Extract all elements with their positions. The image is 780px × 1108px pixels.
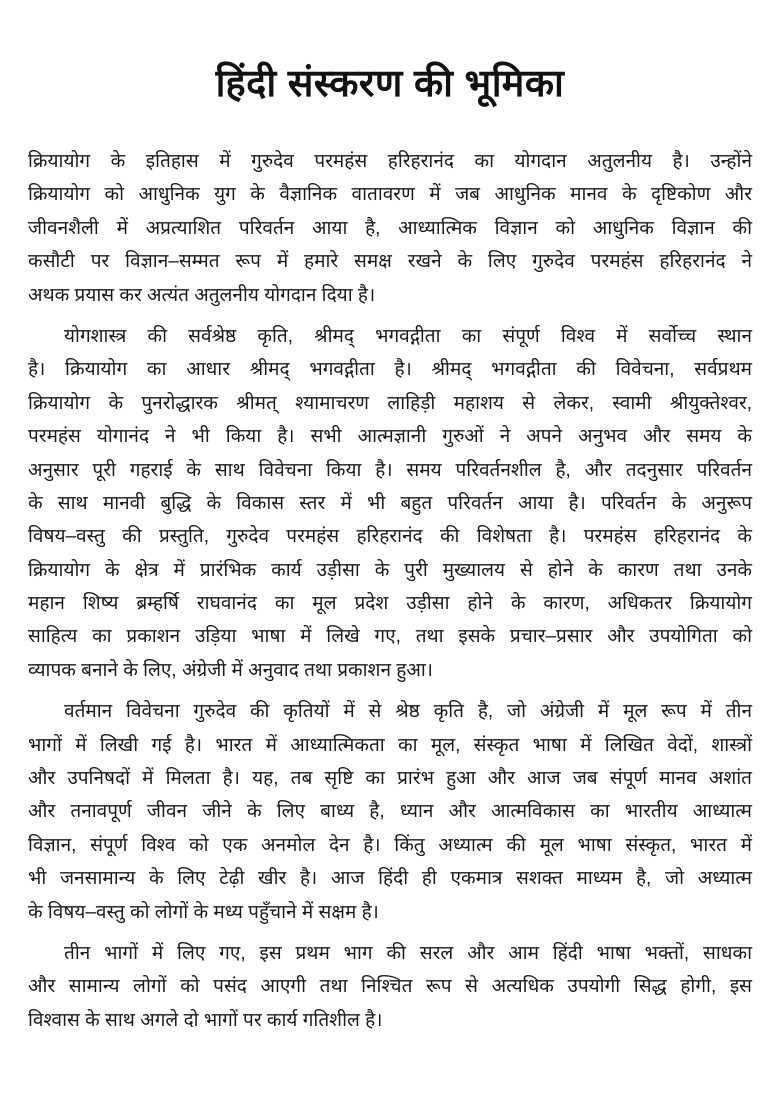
document-body: [28, 145, 752, 1037]
text-line: और उपनिषदों में मिलता है। यह, तब सृष्टि का प्रारंभ हुआ और आज जब संपूर्ण मानव अशांत: [28, 768, 752, 790]
text-line: अथक प्रयास कर अत्यंत अतुलनीय योगदान दिया है।: [28, 284, 376, 306]
text-line: वर्तमान विवेचना गुरुदेव की कृतियों में से श्रेष्ठ कृति है, जो अंग्रेजी में मूल रूप में तीन: [64, 701, 752, 723]
paragraph: [28, 695, 752, 929]
paragraph: [28, 145, 752, 312]
text-line: भागों में लिखी गई है। भारत में आध्यात्मिकता का मूल, संस्कृत भाषा में लिखित वेदों, शास्त्रों: [28, 734, 752, 756]
text-line: भी जनसामान्य के लिए टेढ़ी खीर है। आज हिंदी ही एकमात्र सशक्त माध्यम है, जो अध्यात्म: [28, 868, 752, 890]
text-line: साहित्य का प्रकाशन उड़िया भाषा में लिखे गए, तथा इसके प्रचार–प्रसार और उपयोगिता को: [28, 626, 752, 648]
text-line: परमहंस योगानंद ने भी किया है। सभी आत्मज्ञानी गुरुओं ने अपने अनुभव और समय के: [28, 426, 752, 448]
text-line: व्यापक बनाने के लिए, अंग्रेजी में अनुवाद तथा प्रकाशन हुआ।: [28, 659, 434, 681]
text-line: विश्वास के साथ अगले दो भागों पर कार्य गतिशील है।: [28, 1009, 383, 1031]
text-line: क्रियायोग के क्षेत्र में प्रारंभिक कार्य उड़ीसा के पुरी मुख्यालय से होने के कारण तथा उनके: [28, 559, 752, 581]
text-line: विषय–वस्तु की प्रस्तुति, गुरुदेव परमहंस हरिहरानंद की विशेषता है। परमहंस हरिहरानंद के: [28, 526, 752, 548]
text-line: अनुसार पूरी गहराई के साथ विवेचना किया है। समय परिवर्तनशील है, और तदनुसार परिवर्तन: [28, 459, 752, 481]
text-line: और तनावपूर्ण जीवन जीने के लिए बाध्य है, ध्यान और आत्मविकास का भारतीय आध्यात्म: [28, 801, 752, 823]
text-line: कसौटी पर विज्ञान–सम्मत रूप में हमारे समक्ष रखने के लिए गुरुदेव परमहंस हरिहरानंद ने: [28, 251, 752, 273]
text-line: के विषय–वस्तु को लोगों के मध्य पहुँचाने में सक्षम है।: [28, 901, 379, 923]
text-line: और सामान्य लोगों को पसंद आएगी तथा निश्चित रूप से अत्यधिक उपयोगी सिद्ध होगी, इस: [28, 976, 752, 998]
text-line: तीन भागों में लिए गए, इस प्रथम भाग की सरल और आम हिंदी भाषा भक्तों, साधका: [64, 942, 752, 964]
page-title: हिंदी संस्करण की भूमिका: [215, 63, 565, 105]
paragraph: [28, 937, 752, 1037]
text-line: महान शिष्य ब्रम्हर्षि राघवानंद का मूल प्रदेश उड़ीसा होने के कारण, अधिकतर क्रियायोग: [28, 593, 752, 615]
text-line: जीवनशैली में अप्रत्याशित परिवर्तन आया है, आध्यात्मिक विज्ञान को आधुनिक विज्ञान की: [28, 217, 752, 239]
paragraph: [28, 320, 752, 687]
text-line: है। क्रियायोग का आधार श्रीमद् भगवद्गीता है। श्रीमद् भगवद्गीता की विवेचना, सर्वप्रथम: [28, 359, 752, 381]
text-line: योगशास्त्र की सर्वश्रेष्ठ कृति, श्रीमद् भगवद्गीता का संपूर्ण विश्व में सर्वोच्च स्थान: [64, 325, 752, 347]
text-line: विज्ञान, संपूर्ण विश्व को एक अनमोल देन है। किंतु अध्यात्म की मूल भाषा संस्कृत, भारत में: [28, 834, 752, 856]
document-page: [28, 0, 752, 1045]
text-line: क्रियायोग के पुनरोद्धारक श्रीमत् श्यामाचरण लाहिड़ी महाशय से लेकर, स्वामी श्रीयुक्तेश्वर,: [28, 392, 752, 414]
text-line: क्रियायोग को आधुनिक युग के वैज्ञानिक वातावरण में जब आधुनिक मानव के दृष्टिकोण और: [28, 184, 752, 206]
text-line: क्रियायोग के इतिहास में गुरुदेव परमहंस हरिहरानंद का योगदान अतुलनीय है। उन्होंने: [28, 151, 752, 172]
text-line: के साथ मानवी बुद्धि के विकास स्तर में भी बहुत परिवर्तन आया है। परिवर्तन के अनुरूप: [28, 492, 752, 514]
